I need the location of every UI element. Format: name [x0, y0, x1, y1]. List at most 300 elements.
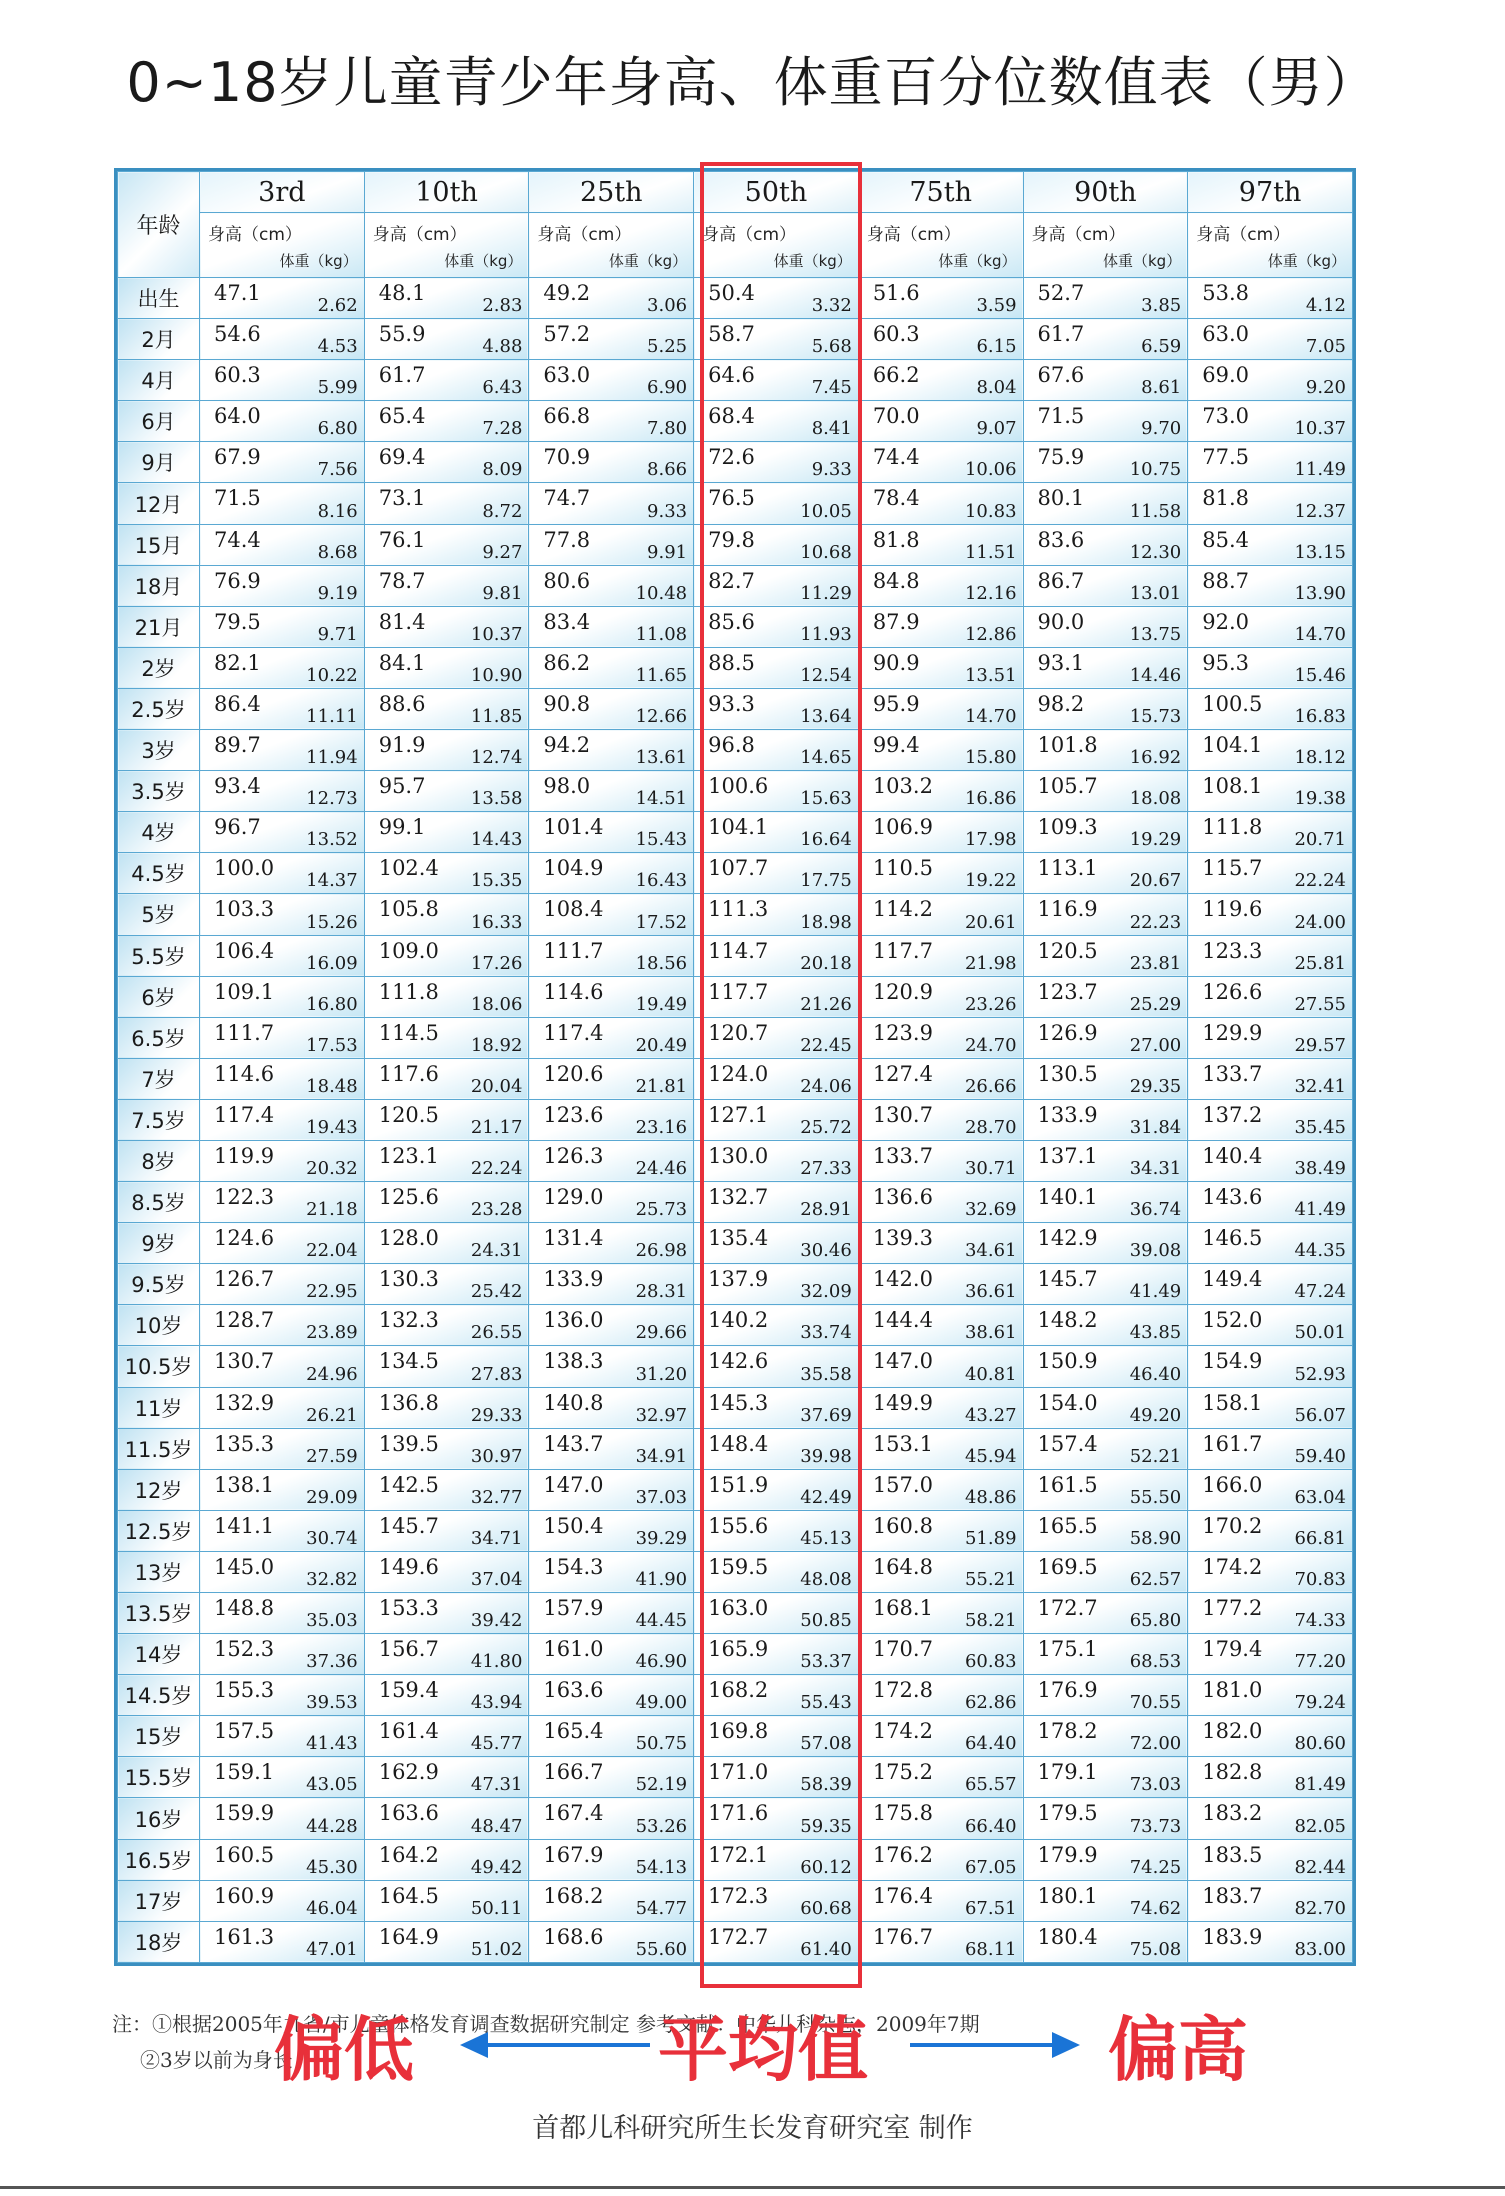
- value-cell: [1188, 730, 1353, 771]
- weight-value: 14.37: [306, 870, 358, 892]
- weight-value: 27.83: [470, 1363, 523, 1385]
- value-cell: [858, 647, 1023, 688]
- weight-value: 13.61: [635, 747, 688, 769]
- weight-value: 6.43: [482, 377, 523, 399]
- height-unit-label: 身高（cm）: [702, 225, 797, 245]
- height-value: 123.3: [1202, 938, 1263, 963]
- value-cell: [694, 1510, 859, 1551]
- weight-value: 22.23: [1129, 911, 1182, 933]
- weight-value: 39.53: [306, 1692, 358, 1714]
- height-value: 114.2: [872, 897, 933, 922]
- value-cell: [1188, 812, 1353, 853]
- weight-value: 32.82: [306, 1569, 358, 1590]
- weight-unit-label: 体重（kg）: [608, 252, 688, 270]
- value-cell: [364, 1469, 529, 1510]
- value-cell: [858, 1510, 1023, 1551]
- unit-header: [694, 213, 859, 278]
- weight-value: 14.46: [1129, 664, 1182, 686]
- weight-value: 41.43: [306, 1733, 358, 1755]
- label-low: 偏低: [274, 2009, 414, 2091]
- value-cell: [200, 935, 365, 976]
- height-value: 124.6: [214, 1226, 275, 1251]
- weight-value: 29.57: [1294, 1034, 1346, 1056]
- weight-value: 20.18: [800, 952, 852, 974]
- percentile-table-body: [118, 278, 1353, 1963]
- weight-value: 29.33: [470, 1404, 523, 1426]
- height-value: 107.7: [708, 856, 769, 881]
- value-cell: [1188, 1593, 1353, 1634]
- height-unit-label: 身高（cm）: [866, 225, 961, 245]
- value-cell: [529, 935, 694, 976]
- weight-value: 28.31: [635, 1281, 688, 1303]
- weight-value: 22.24: [1294, 870, 1346, 892]
- value-cell: [858, 1099, 1023, 1140]
- height-value: 172.8: [872, 1678, 933, 1703]
- height-value: 145.7: [1037, 1267, 1098, 1292]
- weight-value: 66.81: [1294, 1527, 1346, 1549]
- value-cell: [1023, 1469, 1188, 1510]
- weight-value: 9.81: [482, 582, 523, 604]
- value-cell: [694, 1880, 859, 1921]
- height-value: 88.7: [1202, 568, 1249, 593]
- height-value: 168.6: [543, 1924, 604, 1949]
- weight-value: 4.12: [1305, 295, 1346, 317]
- age-cell: 16岁: [118, 1798, 200, 1839]
- value-cell: [858, 1716, 1023, 1757]
- weight-value: 12.54: [800, 664, 852, 686]
- height-value: 158.1: [1202, 1390, 1263, 1415]
- value-cell: [364, 1634, 529, 1675]
- weight-value: 11.29: [800, 582, 852, 604]
- value-cell: [529, 1305, 694, 1346]
- weight-value: 67.05: [964, 1856, 1017, 1878]
- value-cell: [858, 688, 1023, 729]
- weight-value: 10.75: [1129, 459, 1182, 481]
- value-cell: [200, 976, 365, 1017]
- height-value: 53.8: [1202, 281, 1249, 305]
- value-cell: [529, 1551, 694, 1592]
- weight-value: 37.03: [635, 1486, 688, 1508]
- value-cell: [364, 1264, 529, 1305]
- table-row: [118, 1716, 1353, 1757]
- value-cell: [529, 360, 694, 401]
- height-value: 136.6: [872, 1185, 933, 1210]
- value-cell: [1023, 1346, 1188, 1387]
- weight-value: 12.66: [635, 706, 688, 728]
- height-value: 176.7: [872, 1924, 933, 1949]
- height-value: 105.8: [378, 897, 439, 922]
- height-value: 48.1: [378, 281, 426, 305]
- value-cell: [364, 894, 529, 935]
- value-cell: [694, 976, 859, 1017]
- weight-value: 62.57: [1129, 1569, 1182, 1590]
- height-value: 74.4: [872, 445, 920, 470]
- weight-value: 39.42: [470, 1610, 523, 1632]
- table-row: [118, 1182, 1353, 1223]
- weight-value: 24.46: [635, 1158, 688, 1180]
- weight-value: 16.92: [1129, 747, 1182, 769]
- height-value: 120.5: [1037, 938, 1098, 963]
- value-cell: [1023, 1880, 1188, 1921]
- weight-value: 8.09: [482, 459, 523, 481]
- weight-value: 23.16: [635, 1116, 688, 1138]
- weight-value: 25.42: [470, 1281, 523, 1303]
- value-cell: [364, 524, 529, 565]
- height-value: 111.8: [1202, 815, 1263, 840]
- value-cell: [1023, 1757, 1188, 1798]
- value-cell: [1023, 771, 1188, 812]
- weight-value: 11.49: [1294, 459, 1346, 481]
- value-cell: [694, 524, 859, 565]
- unit-header: [364, 213, 529, 278]
- value-cell: [364, 1921, 529, 1962]
- weight-value: 25.81: [1294, 952, 1346, 974]
- height-value: 60.3: [214, 363, 261, 388]
- weight-value: 81.49: [1294, 1774, 1346, 1796]
- value-cell: [1023, 401, 1188, 442]
- weight-unit-label: 体重（kg）: [1103, 252, 1182, 270]
- weight-value: 24.31: [470, 1240, 523, 1262]
- height-value: 129.9: [1202, 1020, 1263, 1045]
- weight-value: 43.85: [1129, 1322, 1182, 1344]
- value-cell: [694, 1182, 859, 1223]
- value-cell: [694, 1551, 859, 1592]
- weight-value: 5.25: [647, 336, 688, 358]
- weight-value: 74.33: [1294, 1610, 1346, 1632]
- height-value: 51.6: [872, 281, 920, 305]
- height-value: 104.1: [1202, 733, 1263, 758]
- weight-value: 12.16: [964, 582, 1017, 604]
- height-value: 126.7: [214, 1267, 275, 1292]
- weight-value: 56.07: [1294, 1404, 1346, 1426]
- weight-value: 4.88: [482, 336, 523, 358]
- height-value: 183.5: [1202, 1842, 1263, 1867]
- percentile-header: 50th: [694, 172, 859, 213]
- value-cell: [364, 1880, 529, 1921]
- weight-value: 11.08: [635, 623, 688, 645]
- value-cell: [200, 1264, 365, 1305]
- value-cell: [858, 1880, 1023, 1921]
- height-value: 165.4: [543, 1719, 604, 1744]
- height-value: 88.6: [378, 691, 426, 716]
- height-value: 85.4: [1202, 527, 1249, 552]
- weight-value: 8.16: [317, 500, 358, 522]
- height-value: 71.5: [214, 486, 261, 511]
- value-cell: [1023, 1017, 1188, 1058]
- height-value: 103.2: [872, 774, 933, 799]
- height-value: 64.0: [214, 404, 261, 429]
- height-value: 108.4: [543, 897, 604, 922]
- height-value: 148.8: [214, 1596, 275, 1620]
- height-value: 60.3: [872, 322, 920, 347]
- weight-value: 66.40: [964, 1815, 1017, 1837]
- height-value: 135.3: [214, 1431, 275, 1456]
- age-cell: 9月: [118, 442, 200, 483]
- age-cell: 7岁: [118, 1058, 200, 1099]
- value-cell: [1188, 935, 1353, 976]
- age-cell: 5岁: [118, 894, 200, 935]
- weight-value: 75.08: [1129, 1939, 1182, 1960]
- weight-value: 12.30: [1129, 541, 1182, 563]
- height-value: 79.8: [708, 527, 755, 552]
- value-cell: [694, 360, 859, 401]
- weight-unit-label: 体重（kg）: [1267, 252, 1346, 270]
- height-value: 101.8: [1037, 733, 1098, 758]
- value-cell: [364, 1716, 529, 1757]
- value-cell: [694, 278, 859, 319]
- weight-value: 23.28: [470, 1199, 523, 1221]
- weight-value: 45.94: [964, 1445, 1017, 1467]
- height-value: 169.8: [708, 1719, 769, 1744]
- weight-value: 16.86: [964, 788, 1017, 810]
- age-cell: 18岁: [118, 1921, 200, 1962]
- value-cell: [364, 1387, 529, 1428]
- weight-value: 22.04: [306, 1240, 358, 1262]
- table-row: [118, 1675, 1353, 1716]
- value-cell: [529, 894, 694, 935]
- value-cell: [858, 1839, 1023, 1880]
- value-cell: [1188, 853, 1353, 894]
- height-unit-label: 身高（cm）: [1031, 225, 1126, 245]
- value-cell: [529, 1099, 694, 1140]
- value-cell: [200, 812, 365, 853]
- height-value: 172.7: [1037, 1596, 1098, 1620]
- height-value: 154.9: [1202, 1349, 1263, 1374]
- value-cell: [1188, 894, 1353, 935]
- value-cell: [1023, 1305, 1188, 1346]
- height-value: 68.4: [708, 404, 755, 429]
- unit-header: [200, 213, 365, 278]
- weight-unit-label: 体重（kg）: [444, 252, 523, 270]
- height-value: 159.1: [214, 1760, 275, 1785]
- value-cell: [529, 1593, 694, 1634]
- value-cell: [1188, 1921, 1353, 1962]
- age-cell: 3.5岁: [118, 771, 200, 812]
- height-value: 136.8: [378, 1390, 439, 1415]
- height-value: 111.7: [543, 938, 604, 963]
- height-value: 93.1: [1037, 650, 1085, 675]
- height-value: 142.9: [1037, 1226, 1098, 1251]
- value-cell: [858, 442, 1023, 483]
- height-value: 145.7: [378, 1513, 439, 1538]
- weight-value: 16.83: [1294, 706, 1346, 728]
- value-cell: [200, 730, 365, 771]
- value-cell: [1023, 812, 1188, 853]
- height-value: 183.9: [1202, 1924, 1263, 1949]
- weight-value: 72.00: [1129, 1733, 1182, 1755]
- value-cell: [364, 278, 529, 319]
- height-value: 172.7: [708, 1924, 769, 1949]
- value-cell: [200, 1921, 365, 1962]
- weight-value: 33.74: [800, 1322, 852, 1344]
- value-cell: [364, 565, 529, 606]
- height-value: 103.3: [214, 897, 275, 922]
- height-value: 79.5: [214, 609, 261, 634]
- value-cell: [200, 1593, 365, 1634]
- value-cell: [364, 1182, 529, 1223]
- height-value: 161.5: [1037, 1472, 1098, 1497]
- height-unit-label: 身高（cm）: [208, 225, 302, 245]
- height-value: 161.7: [1202, 1431, 1263, 1456]
- value-cell: [529, 524, 694, 565]
- value-cell: [529, 1387, 694, 1428]
- value-cell: [1023, 730, 1188, 771]
- height-value: 160.5: [214, 1842, 275, 1867]
- age-cell: 21月: [118, 606, 200, 647]
- height-value: 167.4: [543, 1801, 604, 1826]
- height-value: 120.9: [872, 979, 933, 1004]
- weight-value: 32.09: [800, 1281, 852, 1303]
- value-cell: [364, 1675, 529, 1716]
- height-value: 114.6: [214, 1061, 275, 1086]
- height-value: 93.3: [708, 691, 755, 716]
- age-cell: 出生: [118, 278, 200, 319]
- weight-value: 55.43: [800, 1692, 852, 1714]
- height-value: 180.1: [1037, 1883, 1098, 1908]
- percentile-header: 97th: [1188, 172, 1353, 213]
- height-value: 143.7: [543, 1431, 604, 1456]
- weight-value: 49.42: [470, 1856, 523, 1878]
- height-value: 83.6: [1037, 527, 1085, 552]
- weight-value: 41.49: [1129, 1281, 1182, 1303]
- weight-value: 36.61: [964, 1281, 1017, 1303]
- weight-value: 50.11: [470, 1897, 523, 1919]
- height-value: 109.3: [1037, 815, 1098, 840]
- value-cell: [364, 360, 529, 401]
- weight-value: 20.49: [635, 1034, 688, 1056]
- footnote-source: 注：①根据2005年九省/市儿童体格发育调查数据研究制定 参考文献：中华儿科杂志，2009年7期: [112, 2012, 980, 2036]
- height-value: 130.7: [872, 1102, 933, 1127]
- value-cell: [1023, 1387, 1188, 1428]
- value-cell: [858, 606, 1023, 647]
- table-row: [118, 1551, 1353, 1592]
- height-value: 159.5: [708, 1554, 769, 1579]
- height-value: 72.6: [708, 445, 755, 470]
- height-value: 149.6: [378, 1554, 439, 1579]
- height-value: 117.4: [214, 1102, 275, 1127]
- weight-value: 47.24: [1294, 1281, 1346, 1303]
- height-value: 77.8: [543, 527, 591, 552]
- weight-value: 52.21: [1129, 1445, 1182, 1467]
- value-cell: [694, 935, 859, 976]
- weight-value: 12.73: [306, 788, 358, 810]
- weight-value: 77.20: [1294, 1651, 1346, 1673]
- weight-value: 22.95: [306, 1281, 358, 1303]
- value-cell: [364, 1798, 529, 1839]
- weight-value: 32.41: [1294, 1075, 1346, 1097]
- weight-value: 18.06: [470, 993, 523, 1015]
- height-value: 148.4: [708, 1431, 769, 1456]
- table-row: [118, 1058, 1353, 1099]
- weight-value: 21.18: [306, 1199, 358, 1221]
- weight-value: 57.08: [800, 1733, 852, 1755]
- weight-value: 19.22: [964, 870, 1017, 892]
- value-cell: [364, 1551, 529, 1592]
- weight-value: 8.72: [482, 500, 523, 522]
- weight-value: 67.51: [964, 1897, 1017, 1919]
- weight-value: 5.68: [811, 336, 852, 358]
- weight-value: 82.70: [1294, 1897, 1346, 1919]
- label-high: 偏高: [1108, 2009, 1248, 2091]
- value-cell: [858, 1798, 1023, 1839]
- value-cell: [1188, 1675, 1353, 1716]
- weight-value: 10.22: [306, 664, 358, 686]
- height-value: 157.4: [1037, 1431, 1098, 1456]
- height-value: 132.7: [708, 1185, 769, 1210]
- height-value: 177.2: [1202, 1596, 1263, 1620]
- value-cell: [858, 1634, 1023, 1675]
- value-cell: [858, 771, 1023, 812]
- value-cell: [1188, 524, 1353, 565]
- weight-value: 11.51: [964, 541, 1017, 563]
- value-cell: [529, 1757, 694, 1798]
- weight-value: 40.81: [964, 1363, 1017, 1385]
- table-row: [118, 1469, 1353, 1510]
- value-cell: [858, 935, 1023, 976]
- height-value: 78.4: [872, 486, 920, 511]
- height-value: 134.5: [378, 1349, 439, 1374]
- weight-value: 12.74: [470, 747, 523, 769]
- value-cell: [858, 360, 1023, 401]
- height-value: 86.4: [214, 691, 261, 716]
- value-cell: [1023, 1593, 1188, 1634]
- value-cell: [364, 1510, 529, 1551]
- weight-value: 21.98: [964, 952, 1017, 974]
- value-cell: [1023, 360, 1188, 401]
- height-value: 104.1: [708, 815, 769, 840]
- value-cell: [1188, 1716, 1353, 1757]
- weight-value: 52.93: [1294, 1363, 1346, 1385]
- height-value: 153.3: [378, 1596, 439, 1620]
- height-value: 161.3: [214, 1924, 275, 1949]
- value-cell: [200, 524, 365, 565]
- height-value: 179.5: [1037, 1801, 1098, 1826]
- age-cell: 16.5岁: [118, 1839, 200, 1880]
- height-value: 174.2: [1202, 1554, 1263, 1579]
- weight-value: 59.35: [800, 1815, 852, 1837]
- height-value: 166.7: [543, 1760, 604, 1785]
- weight-value: 18.92: [470, 1034, 523, 1056]
- weight-value: 58.90: [1129, 1527, 1182, 1549]
- value-cell: [1188, 1305, 1353, 1346]
- height-value: 102.4: [378, 856, 439, 881]
- value-cell: [694, 1387, 859, 1428]
- weight-value: 12.37: [1294, 500, 1346, 522]
- age-column-header: 年龄: [118, 172, 200, 278]
- age-cell: 18月: [118, 565, 200, 606]
- weight-value: 43.94: [470, 1692, 523, 1714]
- age-cell: 15月: [118, 524, 200, 565]
- weight-value: 6.90: [647, 377, 688, 399]
- weight-value: 6.80: [317, 418, 358, 440]
- height-value: 171.0: [708, 1760, 769, 1785]
- height-value: 151.9: [708, 1472, 769, 1497]
- weight-value: 8.68: [317, 541, 358, 563]
- height-value: 67.6: [1037, 363, 1085, 388]
- value-cell: [200, 1798, 365, 1839]
- weight-value: 15.73: [1129, 706, 1182, 728]
- weight-value: 2.83: [482, 295, 523, 317]
- value-cell: [364, 1305, 529, 1346]
- value-cell: [529, 401, 694, 442]
- height-value: 179.9: [1037, 1842, 1098, 1867]
- value-cell: [694, 1757, 859, 1798]
- value-cell: [1023, 1839, 1188, 1880]
- weight-value: 25.29: [1129, 993, 1182, 1015]
- height-value: 172.3: [708, 1883, 769, 1908]
- weight-value: 73.03: [1129, 1774, 1182, 1796]
- value-cell: [694, 853, 859, 894]
